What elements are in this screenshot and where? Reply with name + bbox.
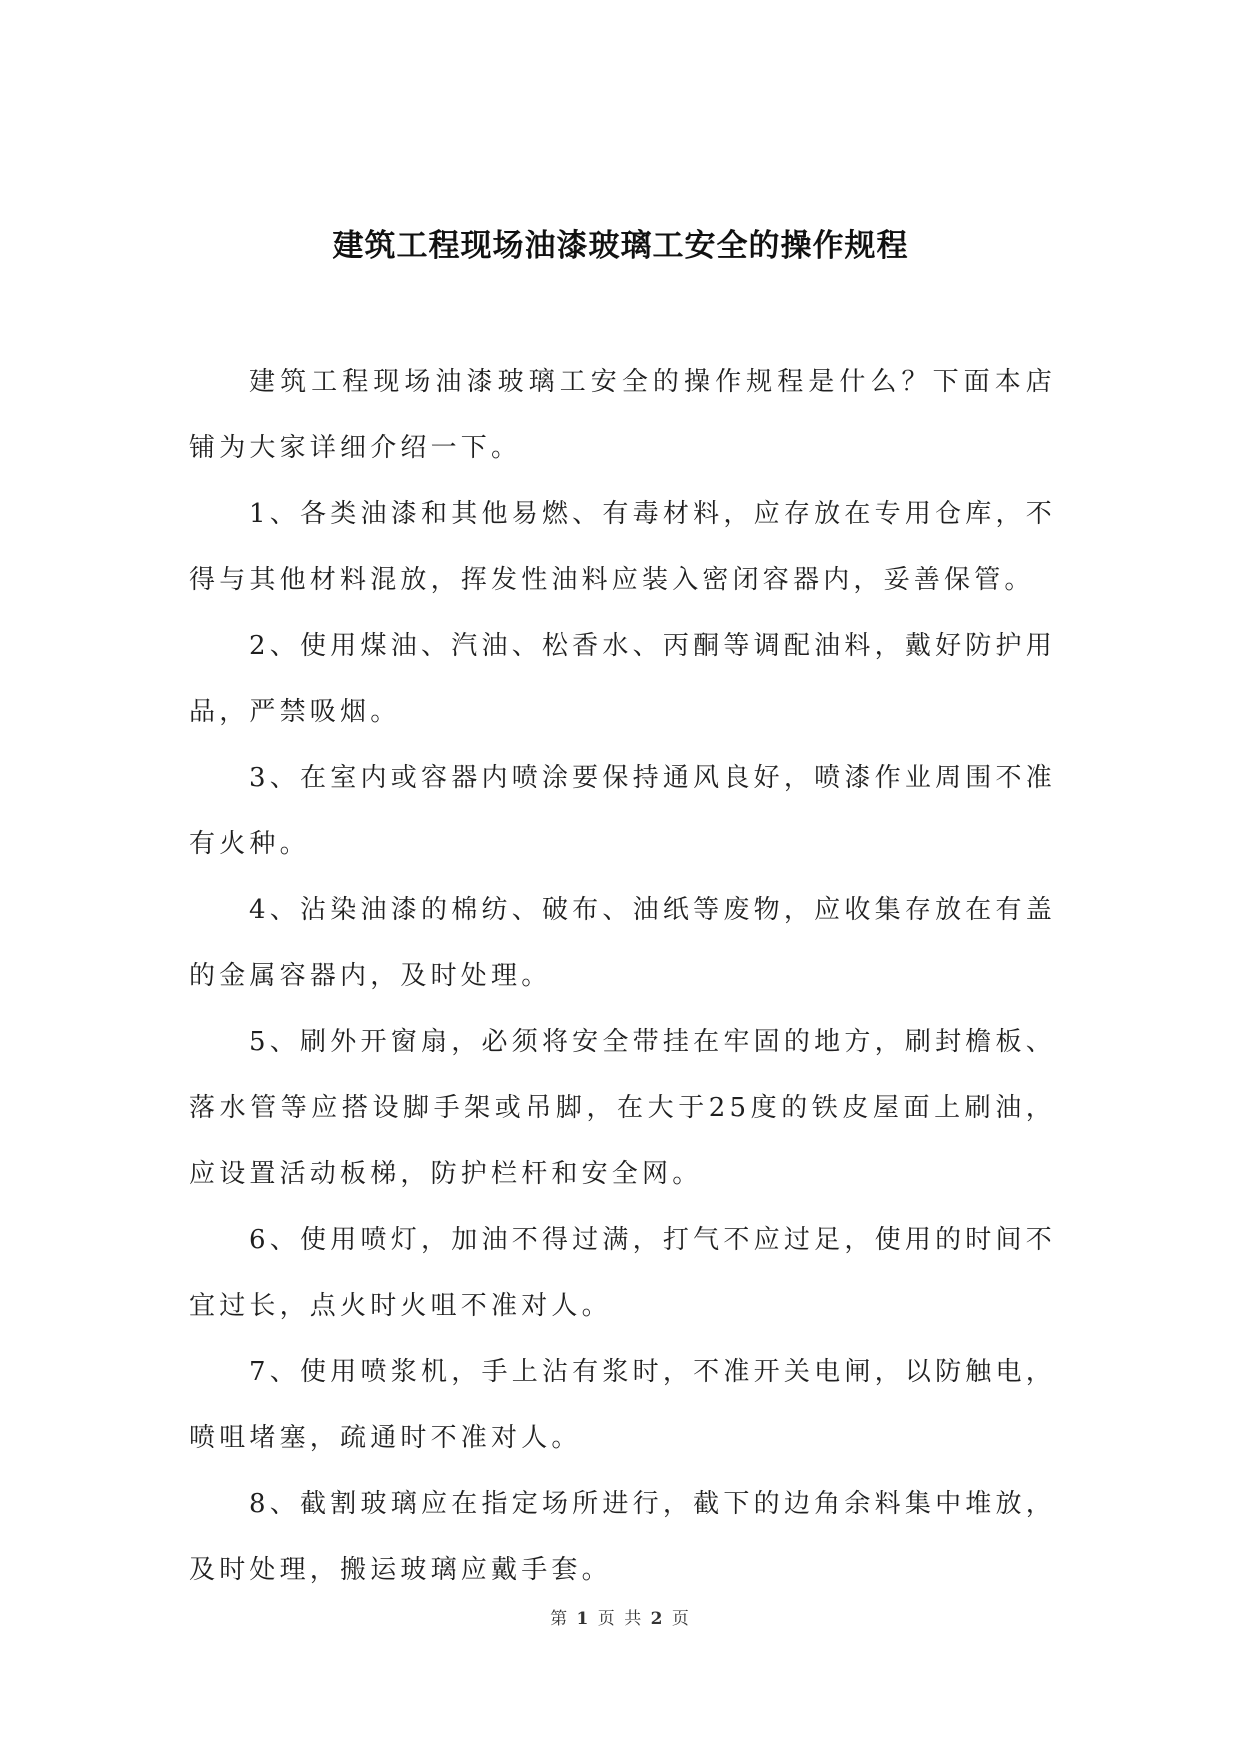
footer-current-page: 1 — [576, 1609, 591, 1629]
rule-paragraph-5: 5、刷外开窗扇，必须将安全带挂在牢固的地方，刷封檐板、落水管等应搭设脚手架或吊脚，在大于25度的铁皮屋面上刷油，应设置活动板梯，防护栏杆和安全网。 — [189, 1027, 1056, 1189]
rule-paragraph-2: 2、使用煤油、汽油、松香水、丙酮等调配油料，戴好防护用品，严禁吸烟。 — [189, 631, 1056, 727]
page-footer — [0, 1607, 1241, 1631]
intro-paragraph: 建筑工程现场油漆玻璃工安全的操作规程是什么？下面本店铺为大家详细介绍一下。 — [189, 367, 1056, 463]
rule-paragraph-3: 3、在室内或容器内喷涂要保持通风良好，喷漆作业周围不准有火种。 — [189, 763, 1056, 859]
document-title: 建筑工程现场油漆玻璃工安全的操作规程 — [332, 228, 909, 264]
rule-paragraph-4: 4、沾染油漆的棉纺、破布、油纸等废物，应收集存放在有盖的金属容器内，及时处理。 — [189, 895, 1056, 991]
document-body — [189, 349, 1056, 1603]
footer-total-pages: 2 — [650, 1609, 665, 1629]
footer-middle: 页 共 — [597, 1609, 644, 1629]
footer-prefix: 第 — [550, 1609, 570, 1629]
rule-paragraph-6: 6、使用喷灯，加油不得过满，打气不应过足，使用的时间不宜过长，点火时火咀不准对人。 — [189, 1225, 1056, 1321]
rule-paragraph-7: 7、使用喷浆机，手上沾有浆时，不准开关电闸，以防触电，喷咀堵塞，疏通时不准对人。 — [189, 1357, 1056, 1453]
rule-paragraph-8: 8、截割玻璃应在指定场所进行，截下的边角余料集中堆放，及时处理，搬运玻璃应戴手套。 — [189, 1489, 1056, 1585]
footer-suffix: 页 — [671, 1609, 691, 1629]
rule-paragraph-1: 1、各类油漆和其他易燃、有毒材料，应存放在专用仓库，不得与其他材料混放，挥发性油料应装入密闭容器内，妥善保管。 — [189, 499, 1056, 595]
